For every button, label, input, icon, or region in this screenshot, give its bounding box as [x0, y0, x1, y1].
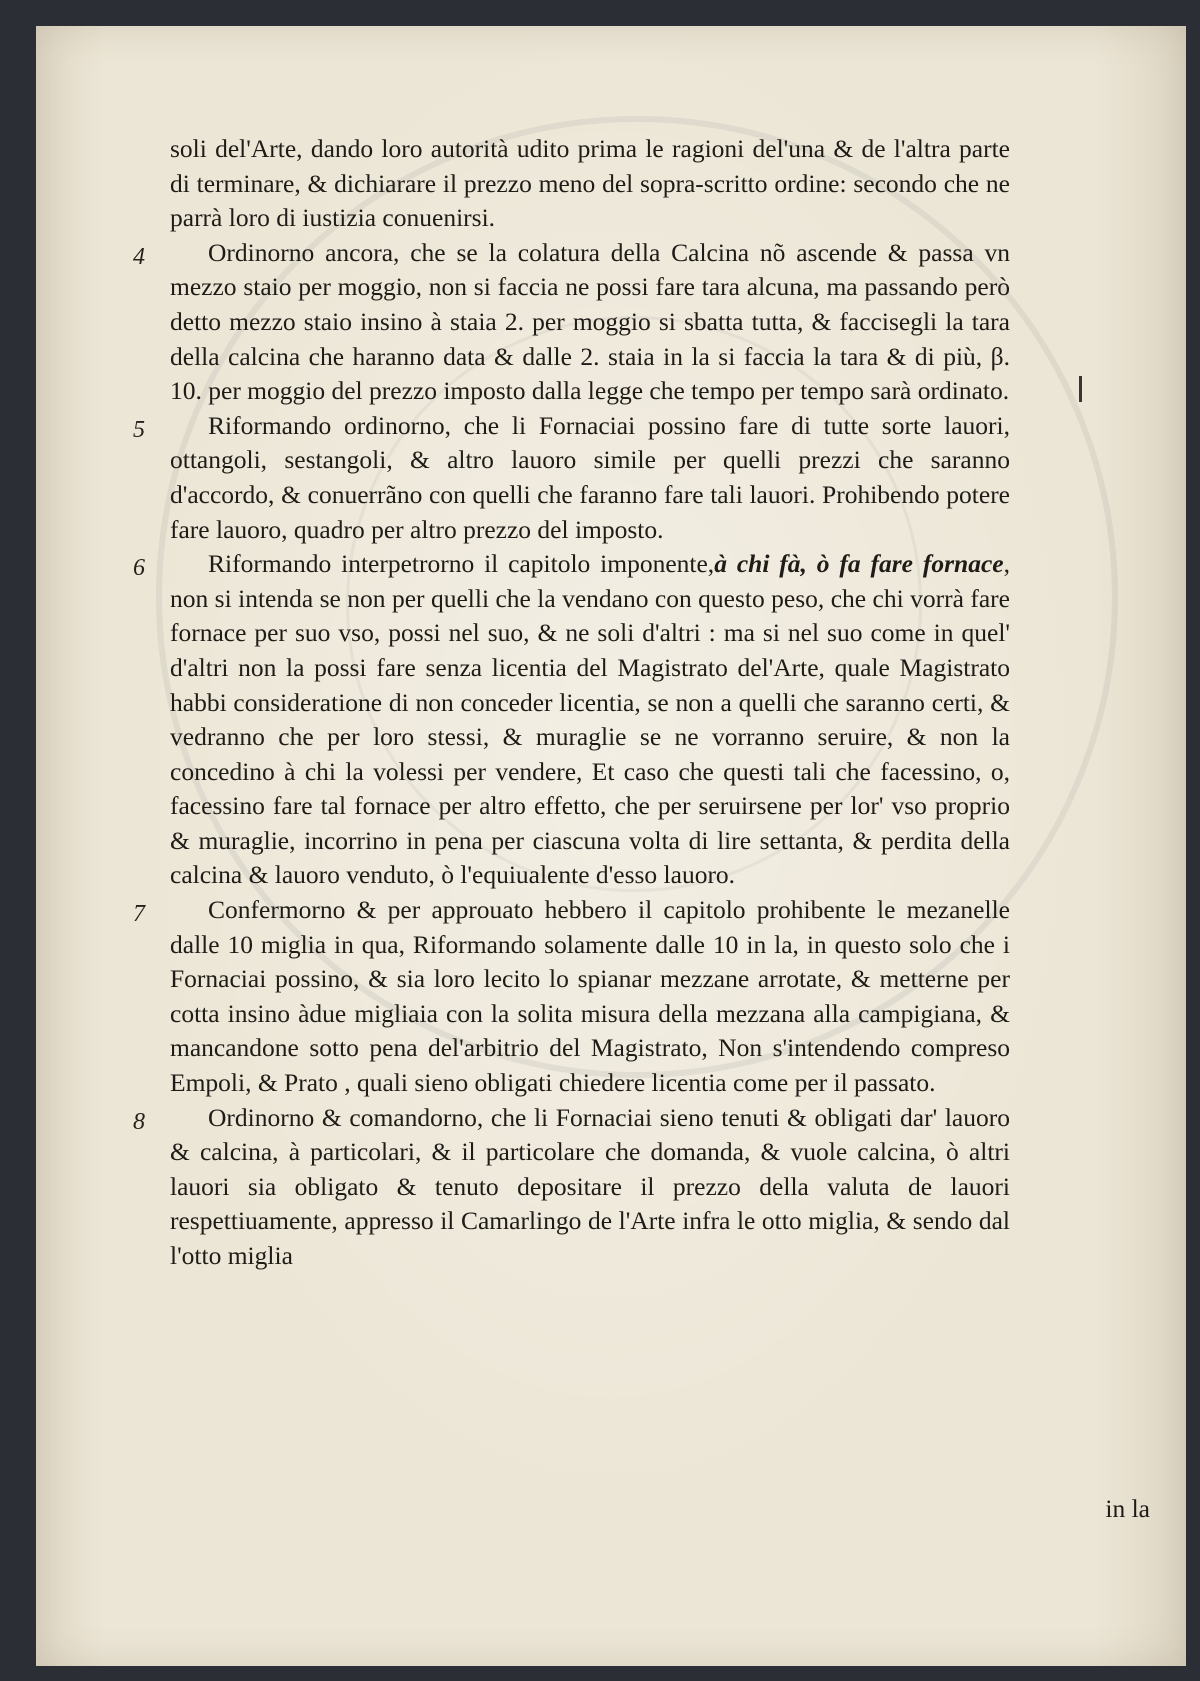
paragraph-text: Confermorno & per approuato hebbero il capitolo prohibente le mezanelle dalle 10 miglia in qua, Riformando solamente dalle 10 in la, in questo solo che i Fornaciai possino, & sia loro lecito lo spianar mezzane arrotate, & metterne per cotta insino àdue migliaia con la solita misura della mezzana alla campigiana, & mancandone sotto pena del'arbitrio del Magistrato, Non s'intendendo compreso Empoli, & Prato , quali sieno obligati chiedere licentia come per il passato. — [170, 895, 1010, 1098]
paragraph-text-after: , non si intenda se non per quelli che la vendano con questo peso, che chi vorrà fare fornace per suo vso, possi nel suo, & ne soli d'altri : ma si nel suo come in quel' d'altri non la possi fare senza licentia del Magistrato del'Arte, quale Magistrato habbi consideratione di non conceder licentia, se non a quelli che saranno certi, & vedranno che per loro stessi, & muraglie se ne vorranno seruire, & non la concedino à chi la volessi per vendere, Et caso che questi tali che facessino, o, facessino fare tal fornace per altro effetto, che per seruirsene per lor' vso proprio & muraglie, incorrino in pena per ciascuna volta di lire settanta, & perdita della calcina & lauoro venduto, ò l'equiualente d'esso lauoro. — [170, 549, 1010, 890]
paragraph-text: Riformando ordinorno, che li Fornaciai possino fare di tutte sorte lauori, ottangoli, sestangoli, & altro lauoro simile per quelli prezzi che saranno d'accordo, & conuerrãno con quelli che faranno fare tali lauori. Prohibendo potere fare lauoro, quadro per altro prezzo del imposto. — [170, 410, 1010, 544]
paragraph-text: Ordinorno & comandorno, che li Fornaciai sieno tenuti & obligati dar' lauoro & calcina, à particolari, & il particolare che domanda, & vuole calcina, ò altri lauori sia obligato & tenuto depositare il prezzo della valuta de lauori respettiuamente, appresso il Camarlingo de l'Arte infra le otto miglia, & sendo dal l'otto miglia — [170, 1102, 1010, 1270]
paragraph-5 — [133, 409, 1010, 547]
paragraph-7 — [133, 893, 1010, 1101]
opening-paragraph: soli del'Arte, dando loro autorità udito prima le ragioni del'una & de l'altra parte di terminare, & dichiarare il prezzo meno del sopra-scritto ordine: secondo che ne parrà loro di iustizia conuenirsi. — [170, 134, 1010, 233]
edge-mark — [1079, 376, 1082, 402]
catchword: in la — [1105, 1494, 1150, 1523]
paragraph-4 — [133, 236, 1010, 409]
paragraph-number: 6 — [133, 555, 145, 582]
document-text — [133, 132, 1010, 1274]
paragraph-text: Ordinorno ancora, che se la colatura della Calcina nõ ascende & passa vn mezzo staio per moggio, non si faccia ne possi fare tara alcuna, ma passando però detto mezzo staio insino à staia 2. per moggio si sbatta tutta, & faccisegli la tara della calcina che haranno data & dalle 2. staia in la si faccia la tara & di più, β. 10. per moggio del prezzo imposto dalla legge che tempo per tempo sarà ordinato. — [170, 237, 1010, 406]
paragraph-6 — [133, 547, 1010, 893]
italic-emphasis: à chi fà, ò fa fare fornace — [714, 549, 1004, 579]
paragraph-number: 8 — [133, 1108, 145, 1135]
paragraph-number: 7 — [133, 901, 145, 928]
paragraph-8 — [133, 1101, 1010, 1274]
paragraph-number: 5 — [133, 416, 145, 443]
paragraph-text-before: Riformando interpetrorno il capitolo imponente, — [208, 549, 715, 579]
paragraph-number: 4 — [133, 243, 145, 270]
